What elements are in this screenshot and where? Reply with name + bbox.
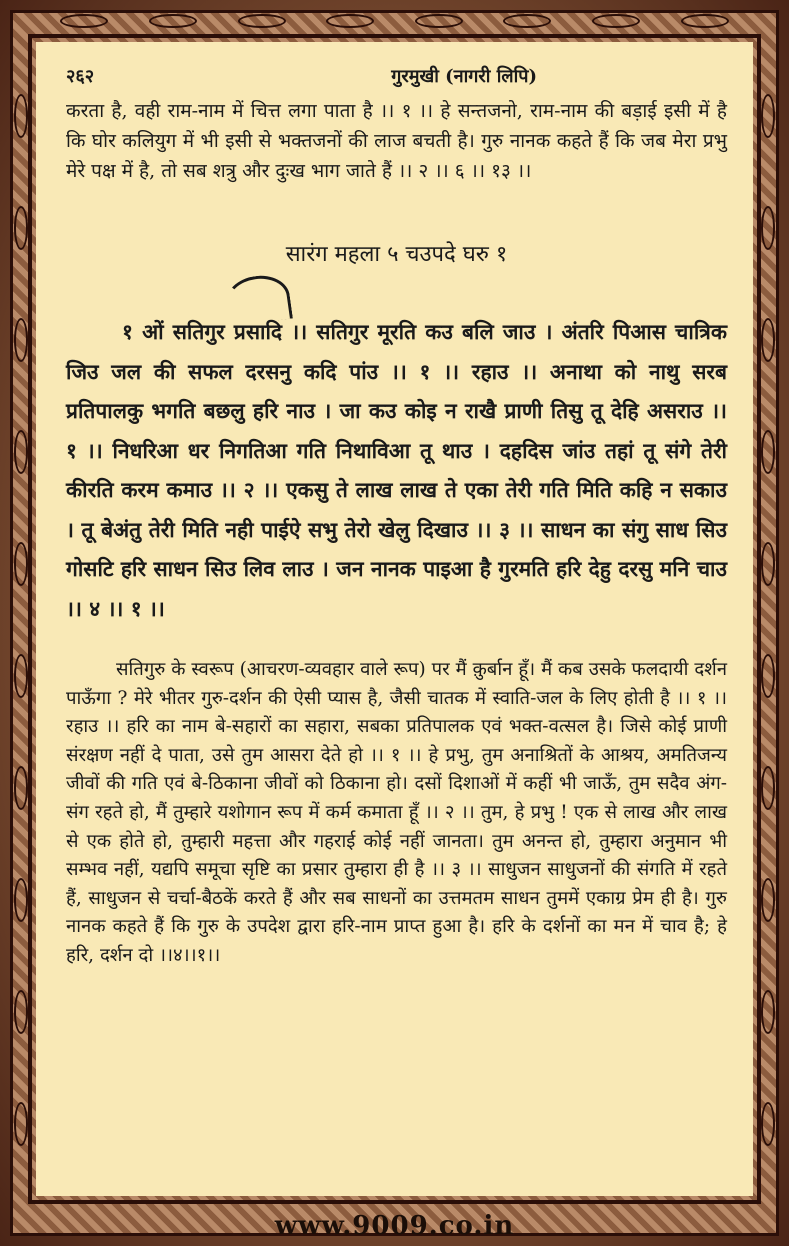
page-number: २६२ — [66, 66, 95, 87]
ornament-icon — [761, 318, 775, 362]
ornament-icon — [503, 14, 551, 28]
ornament-icon — [761, 1102, 775, 1146]
meaning-paragraph: सतिगुरु के स्वरूप (आचरण-व्यवहार वाले रूप) पर मैं क़ुर्बान हूँ। मैं कब उसके फलदायी दर्शन पाऊँगा ? मेरे भीतर गुरु-दर्शन की ऐसी प्यास है, जैसी चातक में स्वाति-जल के लिए होती है ।। १ ।। रहाउ ।। हरि का नाम बे-सहारों का सहारा, सबका प्रतिपालक एवं भक्त-वत्सल है। जिसे कोई प्राणी संरक्षण नहीं दे पाता, उसे तुम आसरा देते हो ।। १ ।। हे प्रभु, तुम अनाश्रितों के आश्रय, अमतिजन्य जीवों की गति एवं बे-ठिकाना जीवों को ठिकाना हो। दसों दिशाओं में कहीं भी जाऊँ, तुम सदैव अंग-संग रहते हो, मैं तुम्हारे यशोगान रूप में कर्म कमाता हूँ ।। २ ।। तुम, हे प्रभु ! एक से लाख और लाख से एक होते हो, तुम्हारी महत्ता और गहराई कोई नहीं जानता। तुम अनन्त हो, तुम्हारा अनुमान भी सम्भव नहीं, यद्यपि समूचा सृष्टि का प्रसार तुम्हारा ही है ।। ३ ।। साधुजन साधुजनों की संगति में रहते हैं, साधुजन से चर्चा-बैठकें करते हैं और सब साधनों का उत्तमतम साधन तुममें एकाग्र प्रेम ही है। गुरु नानक कहते हैं कि गुरु के उपदेश द्वारा हरि-नाम प्राप्त हुआ है। हरि के दर्शनों का मन में चाव है; हे हरि, दर्शन दो ।।४।।१।। — [66, 659, 727, 966]
ornament-icon — [60, 14, 108, 28]
ornament-icon — [14, 878, 28, 922]
ornament-icon — [14, 206, 28, 250]
right-ornament-column — [761, 60, 775, 1180]
ornament-icon — [592, 14, 640, 28]
gurbani-verse — [66, 312, 727, 628]
ornament-icon — [14, 990, 28, 1034]
ornament-icon — [761, 878, 775, 922]
ornament-icon — [761, 990, 775, 1034]
ornament-icon — [761, 430, 775, 474]
ornament-icon — [681, 14, 729, 28]
ornament-icon — [761, 542, 775, 586]
ornament-icon — [14, 318, 28, 362]
ornament-icon — [14, 430, 28, 474]
ik-onkar-arc-icon — [223, 272, 293, 327]
left-ornament-column — [14, 60, 28, 1180]
ornament-icon — [761, 94, 775, 138]
ornament-icon — [761, 654, 775, 698]
ornament-icon — [14, 766, 28, 810]
ornament-icon — [14, 542, 28, 586]
section-heading: सारंग महला ५ चउपदे घरु १ — [285, 242, 508, 267]
ornament-icon — [149, 14, 197, 28]
page-footer — [0, 1208, 789, 1244]
ornament-icon — [761, 206, 775, 250]
page-content — [36, 42, 753, 1196]
ornament-icon — [761, 766, 775, 810]
website-link[interactable]: www.9009.co.in — [274, 1211, 515, 1241]
ornament-icon — [14, 1102, 28, 1146]
page-title: गुरमुखी (नागरी लिपि) — [391, 66, 537, 87]
ornament-icon — [14, 654, 28, 698]
top-ornament-row — [40, 14, 749, 28]
ornament-icon — [14, 94, 28, 138]
page-header — [66, 56, 727, 96]
intro-paragraph: करता है, वही राम-नाम में चित्त लगा पाता है ।। १ ।। हे सन्तजनो, राम-नाम की बड़ाई इसी में है कि घोर कलियुग में भी इसी से भक्तजनों की लाज बचती है। गुरु नानक कहते हैं कि जब मेरा प्रभु मेरे पक्ष में है, तो सब शत्रु और दुःख भाग जाते हैं ।। २ ।। ६ ।। १३ ।। — [66, 100, 727, 182]
ornament-icon — [238, 14, 286, 28]
ornament-icon — [326, 14, 374, 28]
ornament-icon — [415, 14, 463, 28]
verse-text: १ ओं सतिगुर प्रसादि ।। सतिगुर मूरति कउ बलि जाउ । अंतरि पिआस चात्रिक जिउ जल की सफल दरसनु कदि पांउ ।। १ ।। रहाउ ।। अनाथा को नाथु सरब प्रतिपालकु भगति बछलु हरि नाउ । जा कउ कोइ न राखै प्राणी तिसु तू देहि असराउ ।। १ ।। निधरिआ धर निगतिआ गति निथाविआ तू थाउ । दहदिस जांउ तहां तू संगे तेरी कीरति करम कमाउ ।। २ ।। एकसु ते लाख लाख ते एका तेरी गति मिति कहि न सकाउ । तू बेअंतु तेरी मिति नही पाईऐ सभु तेरो खेलु दिखाउ ।। ३ ।। साधन का संगु साध सिउ गोसटि हरि साधन सिउ लिव लाउ । जन नानक पाइआ है गुरमति हरि देहु दरसु मनि चाउ ।। ४ ।। १ ।। — [66, 319, 727, 621]
